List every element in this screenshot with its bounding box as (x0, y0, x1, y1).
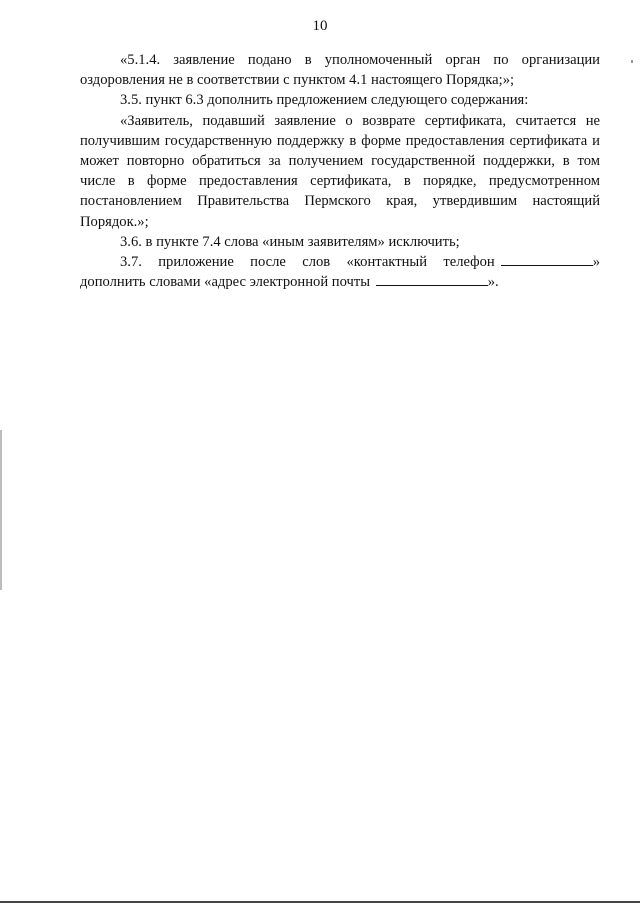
paragraph-5-1-4: «5.1.4. заявление подано в уполномоченный орган по организации оздоровления не в соответствии с пунктом 4.1 настоящего Порядка;»; (80, 52, 600, 89)
paragraph-3-6: 3.6. в пункте 7.4 слова «иным заявителям» исключить; (120, 233, 460, 250)
paragraph-3-7-part2: » дополнить словами «адрес электронной почты (80, 254, 600, 291)
scan-edge-left (0, 430, 2, 590)
paragraph-3-7-part3: ». (487, 274, 499, 291)
scan-edge-right (631, 60, 633, 63)
email-blank-line (376, 273, 488, 286)
phone-blank-line (501, 253, 593, 266)
scan-edge-bottom (0, 901, 640, 903)
paragraph-3-7 (80, 252, 600, 292)
paragraph-applicant-quote: «Заявитель, подавший заявление о возврате сертификата, считается не получившим государственную поддержку в форме предоставления сертификата и может повторно обратиться за получением государственной поддержки, в том числе в форме предоставления сертификата, в порядке, предусмотренном постановлением Правительства Пермского края, утвердившим настоящий Порядок.»; (80, 112, 600, 230)
page-number: 10 (312, 18, 328, 34)
paragraph-3-7-part1: 3.7. приложение после слов «контактный телефон (120, 254, 495, 271)
paragraph-3-5: 3.5. пункт 6.3 дополнить предложением следующего содержания: (120, 92, 529, 109)
document-body (80, 50, 600, 292)
